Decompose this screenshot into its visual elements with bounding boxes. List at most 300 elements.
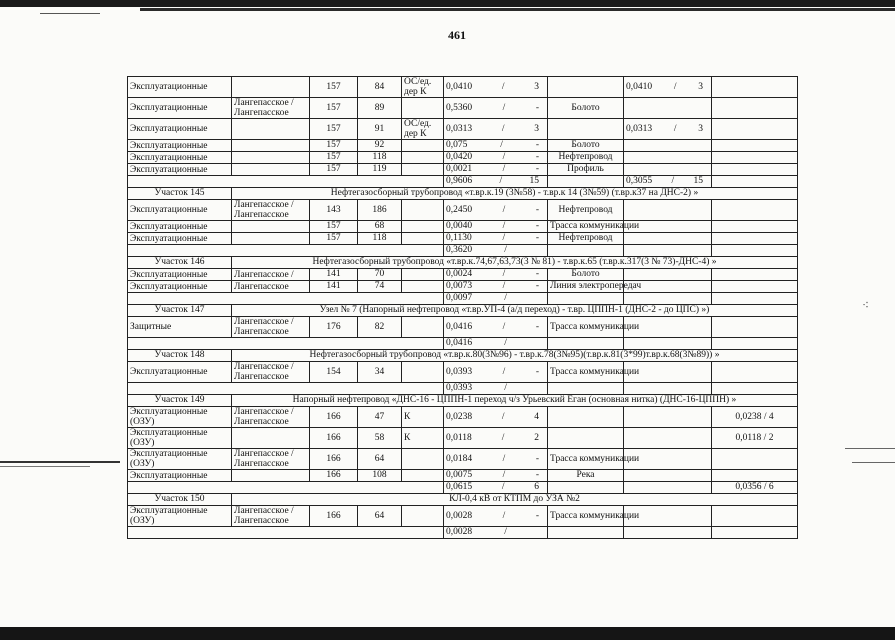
- owner: [232, 77, 310, 98]
- area: [444, 152, 548, 164]
- area-area: 0,0021: [446, 164, 473, 174]
- area-area: 0,0238: [446, 411, 473, 422]
- extra-area: [712, 233, 798, 245]
- fraction-slash: /: [500, 140, 503, 150]
- area: [444, 140, 548, 152]
- area-area: 0,0028: [446, 510, 473, 521]
- land-purpose: Эксплуатационные: [128, 119, 232, 140]
- extra-area: [712, 449, 798, 470]
- subtotal-area-area: 0,0097: [446, 293, 473, 303]
- area-count: 3: [534, 81, 539, 92]
- restricted-area: [624, 119, 712, 140]
- fraction-slash: /: [504, 383, 507, 393]
- subtotal-area-area: 0,0416: [446, 338, 473, 348]
- area: [444, 221, 548, 233]
- subtotal-row: [128, 176, 798, 188]
- plot-number: 118: [358, 233, 402, 245]
- plot-number: 47: [358, 407, 402, 428]
- plot-number: 64: [358, 506, 402, 527]
- category: [402, 233, 444, 245]
- land-type-note: Болото: [548, 98, 624, 119]
- category: [402, 362, 444, 383]
- category: К: [402, 407, 444, 428]
- area-area: 0,075: [446, 140, 468, 150]
- fraction-slash: /: [502, 233, 506, 243]
- parcel-row: [128, 281, 798, 293]
- fraction-slash: /: [502, 221, 506, 231]
- land-purpose: Эксплуатационные: [128, 221, 232, 233]
- area-count: -: [535, 470, 539, 480]
- extra-area: [712, 281, 798, 293]
- extra-area: [712, 221, 798, 233]
- fraction-slash: /: [504, 245, 507, 255]
- subtotal-restricted: [624, 482, 712, 494]
- plot-number: 89: [358, 98, 402, 119]
- subtotal-row: [128, 293, 798, 305]
- plot-number: 108: [358, 470, 402, 482]
- subtotal-area: [444, 383, 548, 395]
- area-area: 0,0416: [446, 321, 473, 332]
- section-title: Нефтегазосборный трубопровод «т.вр.к.19 (3№58) - т.вр.к 14 (3№59) (т.вр.к37 на ДНС-2) »: [232, 188, 798, 200]
- fraction-slash: /: [502, 470, 506, 480]
- area-area: 0,0410: [446, 81, 473, 92]
- area: [444, 317, 548, 338]
- section-header-row: [128, 350, 798, 362]
- quarter-number: 143: [310, 200, 358, 221]
- owner: Лангепасское / Лангепасское: [232, 506, 310, 527]
- scan-speck: ⁖: [862, 298, 870, 312]
- area: [444, 164, 548, 176]
- subtotal-area: [444, 482, 548, 494]
- area: [444, 77, 548, 98]
- area-area: 0,0420: [446, 152, 473, 162]
- quarter-number: 157: [310, 77, 358, 98]
- parcel-row: [128, 200, 798, 221]
- fraction-slash: /: [502, 366, 506, 377]
- restricted-area: [624, 269, 712, 281]
- area-area: 0,0024: [446, 269, 473, 279]
- restricted-area: [624, 77, 712, 98]
- quarter-number: 176: [310, 317, 358, 338]
- fraction-slash: /: [501, 81, 505, 92]
- owner: [232, 221, 310, 233]
- land-purpose: Эксплуатационные (ОЗУ): [128, 506, 232, 527]
- land-type-note: Линия электропередач: [548, 281, 624, 293]
- area: [444, 98, 548, 119]
- subtotal-spacer: [128, 383, 444, 395]
- plot-number: 119: [358, 164, 402, 176]
- fraction-slash: /: [501, 482, 505, 492]
- quarter-number: 166: [310, 428, 358, 449]
- subtotal-restricted: [624, 383, 712, 395]
- restricted-area: [624, 470, 712, 482]
- subtotal-area-area: 0,0028: [446, 527, 473, 537]
- section-title: Нефтегазосборный трубопровод «т.вр.к.74,67,63,73(3 № 81) - т.вр.к.65 (т.вр.к.317(3 № 73)-ДНС-4) »: [232, 257, 798, 269]
- land-type-note: Болото: [548, 140, 624, 152]
- subtotal-row: [128, 527, 798, 539]
- scan-border-bottom: [0, 627, 895, 640]
- subtotal-row: [128, 338, 798, 350]
- fraction-slash: /: [501, 411, 505, 422]
- area: [444, 119, 548, 140]
- parcel-row: [128, 317, 798, 338]
- parcel-row: [128, 119, 798, 140]
- restricted-area-area: 0,0313: [626, 123, 653, 134]
- extra-area: [712, 98, 798, 119]
- subtotal-note: [548, 338, 624, 350]
- area-area: 0,0393: [446, 366, 473, 377]
- scan-mark: [852, 462, 895, 463]
- land-type-note: Нефтепровод: [548, 233, 624, 245]
- subtotal-spacer: [128, 176, 444, 188]
- quarter-number: 157: [310, 98, 358, 119]
- area-count: -: [535, 102, 539, 113]
- area-area: 0,5360: [446, 102, 473, 113]
- owner: [232, 152, 310, 164]
- category: ОС/ед. дер К: [402, 119, 444, 140]
- area-count: -: [535, 221, 539, 231]
- subtotal-note: [548, 293, 624, 305]
- scan-border-top: [0, 0, 895, 7]
- subtotal-row: [128, 245, 798, 257]
- fraction-slash: /: [671, 176, 675, 186]
- land-purpose: Эксплуатационные: [128, 233, 232, 245]
- subtotal-spacer: [128, 482, 444, 494]
- area-area: 0,0073: [446, 281, 473, 291]
- area-count: -: [535, 321, 539, 332]
- subtotal-note: [548, 482, 624, 494]
- quarter-number: 141: [310, 269, 358, 281]
- fraction-slash: /: [501, 123, 505, 134]
- section-title: Нефтегазосборный трубопровод «т.вр.к.80(3№96) - т.вр.к.78(3№95)(т.вр.к.81(3*99)т.вр.к.68(3№89)) »: [232, 350, 798, 362]
- area-count: -: [535, 140, 539, 150]
- section-header-row: [128, 257, 798, 269]
- subtotal-restricted-count: 15: [693, 176, 703, 186]
- fraction-slash: /: [504, 338, 507, 348]
- parcel-row: [128, 506, 798, 527]
- land-purpose: Эксплуатационные (ОЗУ): [128, 407, 232, 428]
- section-label: Участок 145: [128, 188, 232, 200]
- category: [402, 281, 444, 293]
- land-purpose: Эксплуатационные: [128, 77, 232, 98]
- fraction-slash: /: [502, 321, 506, 332]
- area-area: 0,0118: [446, 432, 472, 443]
- restricted-area-count: 3: [698, 123, 703, 134]
- area: [444, 407, 548, 428]
- owner: [232, 233, 310, 245]
- area-count: -: [535, 233, 539, 243]
- owner: Лангепасское / Лангепасское: [232, 407, 310, 428]
- quarter-number: 157: [310, 233, 358, 245]
- parcel-row: [128, 362, 798, 383]
- restricted-area: [624, 407, 712, 428]
- fraction-slash: /: [502, 281, 506, 291]
- owner: Лангепасское: [232, 281, 310, 293]
- quarter-number: 166: [310, 470, 358, 482]
- subtotal-area-area: 0,9606: [446, 176, 473, 186]
- parcel-row: [128, 221, 798, 233]
- area-area: 0,0313: [446, 123, 473, 134]
- subtotal-restricted-area: 0,3055: [626, 176, 653, 186]
- fraction-slash: /: [499, 176, 503, 186]
- subtotal-area: [444, 245, 548, 257]
- extra-area: [712, 470, 798, 482]
- area-count: -: [535, 366, 539, 377]
- subtotal-area-area: 0,0615: [446, 482, 473, 492]
- plot-number: 58: [358, 428, 402, 449]
- land-purpose: Эксплуатационные: [128, 152, 232, 164]
- scan-mark: [40, 13, 100, 14]
- area-count: -: [535, 152, 539, 162]
- land-purpose: Эксплуатационные (ОЗУ): [128, 449, 232, 470]
- extra-area: [712, 317, 798, 338]
- extra-area: [712, 152, 798, 164]
- quarter-number: 157: [310, 140, 358, 152]
- fraction-slash: /: [501, 432, 505, 443]
- extra-area: [712, 506, 798, 527]
- section-label: Участок 149: [128, 395, 232, 407]
- subtotal-area: [444, 293, 548, 305]
- parcel-row: [128, 77, 798, 98]
- parcel-row: [128, 140, 798, 152]
- land-purpose: Эксплуатационные: [128, 362, 232, 383]
- subtotal-restricted: [624, 245, 712, 257]
- land-type-note: [548, 119, 624, 140]
- land-type-note: Трасса коммуникации: [548, 221, 624, 233]
- subtotal-note: [548, 527, 624, 539]
- category: [402, 221, 444, 233]
- section-title: Напорный нефтепровод «ДНС-16 - ЦППН-1 переход ч/з Урьевский Еган (основная нитка) (ДНС-16-ЦППН) »: [232, 395, 798, 407]
- page-number: 461: [448, 28, 466, 42]
- section-header-row: [128, 188, 798, 200]
- area: [444, 428, 548, 449]
- category: К: [402, 428, 444, 449]
- fraction-slash: /: [502, 453, 506, 464]
- subtotal-area: [444, 338, 548, 350]
- area-area: 0,0075: [446, 470, 473, 480]
- owner: Лангепасское / Лангепасское: [232, 362, 310, 383]
- subtotal-extra: [712, 293, 798, 305]
- land-type-note: [548, 407, 624, 428]
- subtotal-extra: [712, 245, 798, 257]
- area-count: -: [535, 164, 539, 174]
- extra-area: [712, 269, 798, 281]
- area-count: -: [535, 204, 539, 215]
- section-header-row: [128, 395, 798, 407]
- subtotal-extra: [712, 338, 798, 350]
- plot-number: 68: [358, 221, 402, 233]
- subtotal-extra: [712, 176, 798, 188]
- category: [402, 152, 444, 164]
- plot-number: 118: [358, 152, 402, 164]
- restricted-area-count: 3: [698, 81, 703, 92]
- subtotal-extra: [712, 527, 798, 539]
- owner: Лангепасское / Лангепасское: [232, 200, 310, 221]
- parcel-row: [128, 470, 798, 482]
- area-count: -: [535, 269, 539, 279]
- extra-area: [712, 200, 798, 221]
- quarter-number: 141: [310, 281, 358, 293]
- category: [402, 98, 444, 119]
- section-label: Участок 150: [128, 494, 232, 506]
- fraction-slash: /: [673, 123, 677, 134]
- plot-number: 84: [358, 77, 402, 98]
- category: [402, 269, 444, 281]
- area-area: 0,2450: [446, 204, 473, 215]
- parcel-row: [128, 152, 798, 164]
- land-purpose: Эксплуатационные: [128, 98, 232, 119]
- area-count: 2: [534, 432, 539, 443]
- area: [444, 470, 548, 482]
- category: [402, 470, 444, 482]
- section-header-row: [128, 305, 798, 317]
- fraction-slash: /: [502, 269, 506, 279]
- subtotal-area-area: 0,3620: [446, 245, 473, 255]
- area: [444, 449, 548, 470]
- restricted-area: [624, 233, 712, 245]
- subtotal-row: [128, 482, 798, 494]
- scan-mark: [0, 466, 90, 467]
- category: [402, 200, 444, 221]
- subtotal-note: [548, 176, 624, 188]
- owner: [232, 470, 310, 482]
- subtotal-extra: [712, 383, 798, 395]
- plot-number: 64: [358, 449, 402, 470]
- plot-number: 91: [358, 119, 402, 140]
- category: [402, 449, 444, 470]
- restricted-area: [624, 428, 712, 449]
- subtotal-note: [548, 383, 624, 395]
- area-area: 0,0040: [446, 221, 473, 231]
- section-label: Участок 147: [128, 305, 232, 317]
- fraction-slash: /: [502, 204, 506, 215]
- land-purpose: Защитные: [128, 317, 232, 338]
- category: [402, 164, 444, 176]
- fraction-slash: /: [504, 293, 507, 303]
- land-type-note: Болото: [548, 269, 624, 281]
- land-type-note: Трасса коммуникации: [548, 362, 624, 383]
- quarter-number: 166: [310, 449, 358, 470]
- land-type-note: Нефтепровод: [548, 200, 624, 221]
- land-type-note: Нефтепровод: [548, 152, 624, 164]
- subtotal-restricted: [624, 293, 712, 305]
- subtotal-spacer: [128, 293, 444, 305]
- scan-border-top-inner: [140, 8, 895, 11]
- quarter-number: 154: [310, 362, 358, 383]
- parcel-row: [128, 164, 798, 176]
- extra-area: 0,0118 / 2: [712, 428, 798, 449]
- plot-number: 82: [358, 317, 402, 338]
- area-area: 0,0184: [446, 453, 473, 464]
- subtotal-spacer: [128, 527, 444, 539]
- subtotal-area-count: 6: [534, 482, 539, 492]
- land-purpose: Эксплуатационные: [128, 470, 232, 482]
- owner: [232, 164, 310, 176]
- fraction-slash: /: [502, 510, 506, 521]
- subtotal-row: [128, 383, 798, 395]
- area-area: 0,1130: [446, 233, 472, 243]
- fraction-slash: /: [504, 527, 507, 537]
- scan-mark: [0, 461, 120, 463]
- subtotal-spacer: [128, 245, 444, 257]
- parcel-row: [128, 233, 798, 245]
- extra-area: 0,0238 / 4: [712, 407, 798, 428]
- fraction-slash: /: [502, 102, 506, 113]
- subtotal-restricted: [624, 527, 712, 539]
- register-body: [128, 77, 798, 539]
- subtotal-note: [548, 245, 624, 257]
- subtotal-area: [444, 527, 548, 539]
- subtotal-extra: 0,0356 / 6: [712, 482, 798, 494]
- restricted-area: [624, 152, 712, 164]
- restricted-area: [624, 140, 712, 152]
- restricted-area: [624, 98, 712, 119]
- quarter-number: 157: [310, 119, 358, 140]
- owner: Лангепасское / Лангепасское: [232, 317, 310, 338]
- land-purpose: Эксплуатационные: [128, 164, 232, 176]
- land-type-note: Трасса коммуникации: [548, 506, 624, 527]
- restricted-area: [624, 200, 712, 221]
- quarter-number: 166: [310, 506, 358, 527]
- fraction-slash: /: [673, 81, 677, 92]
- section-label: Участок 148: [128, 350, 232, 362]
- subtotal-area-area: 0,0393: [446, 383, 473, 393]
- plot-number: 186: [358, 200, 402, 221]
- land-purpose: Эксплуатационные: [128, 140, 232, 152]
- extra-area: [712, 362, 798, 383]
- extra-area: [712, 164, 798, 176]
- land-type-note: [548, 428, 624, 449]
- subtotal-area-count: 15: [529, 176, 539, 186]
- parcel-row: [128, 449, 798, 470]
- area-count: -: [535, 510, 539, 521]
- fraction-slash: /: [502, 164, 506, 174]
- area: [444, 281, 548, 293]
- parcel-row: [128, 98, 798, 119]
- area: [444, 200, 548, 221]
- land-purpose: Эксплуатационные: [128, 200, 232, 221]
- area-count: -: [535, 453, 539, 464]
- subtotal-spacer: [128, 338, 444, 350]
- quarter-number: 166: [310, 407, 358, 428]
- area-count: 3: [534, 123, 539, 134]
- owner: Лангепасское / Лангепасское: [232, 449, 310, 470]
- area: [444, 269, 548, 281]
- owner: Лангепасское / Лангепасское: [232, 98, 310, 119]
- plot-number: 74: [358, 281, 402, 293]
- area: [444, 506, 548, 527]
- category: ОС/ед. дер К: [402, 77, 444, 98]
- extra-area: [712, 140, 798, 152]
- subtotal-restricted: [624, 176, 712, 188]
- section-header-row: [128, 494, 798, 506]
- parcel-row: [128, 428, 798, 449]
- area-count: 4: [534, 411, 539, 422]
- land-type-note: Река: [548, 470, 624, 482]
- restricted-area-area: 0,0410: [626, 81, 653, 92]
- quarter-number: 157: [310, 164, 358, 176]
- land-type-note: [548, 77, 624, 98]
- scan-mark: [845, 448, 895, 449]
- extra-area: [712, 119, 798, 140]
- owner: [232, 140, 310, 152]
- restricted-area: [624, 164, 712, 176]
- land-purpose: Эксплуатационные: [128, 269, 232, 281]
- area: [444, 362, 548, 383]
- parcel-row: [128, 269, 798, 281]
- category: [402, 317, 444, 338]
- area-count: -: [535, 281, 539, 291]
